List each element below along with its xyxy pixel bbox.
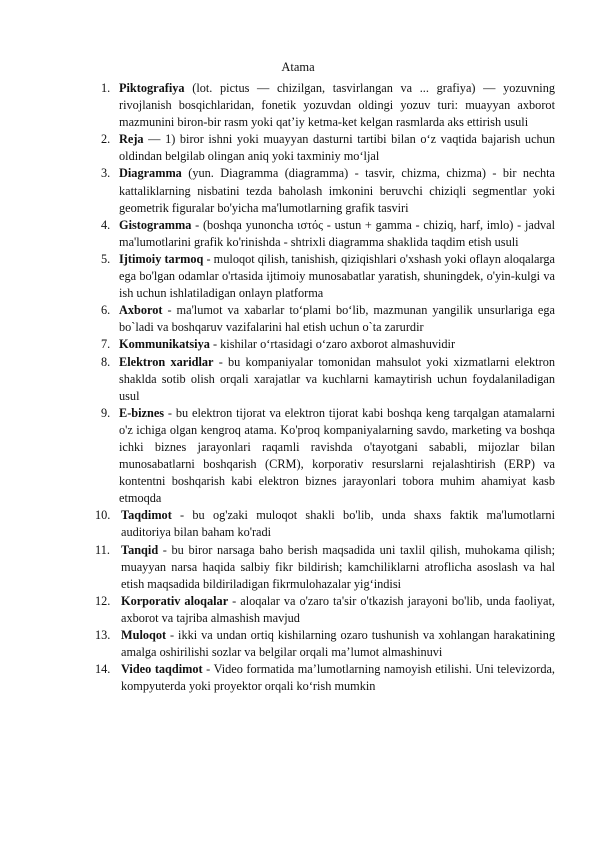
glossary-item: [100, 80, 555, 131]
item-definition: - Video formatida ma’lumotlarning namoyish etilishi. Uni televizorda, kompyuterda yoki proyektor orqali ko‘rish mumkin: [121, 662, 555, 694]
glossary-item: [100, 405, 555, 508]
item-term: Diagramma: [119, 166, 182, 181]
item-definition: - (boshqa yunoncha ιστός - ustun + gamma - chiziq, harf, imlo) - jadval ma'lumotlarini grafik ko'rinishda - shtrixli diagramma shaklida taqdim etish usuli: [119, 217, 555, 249]
item-term: Ijtimoiy tarmoq: [119, 251, 204, 266]
item-term: Axborot: [119, 303, 163, 318]
item-definition: - ikki va undan ortiq kishilarning ozaro tushunish va xohlangan harakatining amalga oshirilishi sozlar va belgilar orqali ma’lumot almashinuvi: [121, 628, 555, 660]
item-term: Video taqdimot: [121, 662, 203, 677]
glossary-item: [100, 302, 555, 336]
item-definition: - aloqalar va o'zaro ta'sir o'tkazish jarayoni bo'lib, unda faoliyat, axborot va tajriba almashish mavjud: [121, 593, 555, 625]
glossary-item: [95, 593, 555, 627]
item-term: Piktografiya: [119, 81, 185, 95]
item-number: 1.: [101, 81, 111, 95]
item-definition: - muloqot qilish, tanishish, qiziqishlari o'xshash yoki oflayn aloqalarga ega bo'lgan odamlar o'rtasida ijtimoiy munosabatlar yaratish, shuningdek, o'yin-kulgi va ish uchun ishlatiladigan onlayn platforma: [119, 251, 555, 301]
item-number: 7.: [101, 337, 111, 352]
item-number: 14.: [95, 662, 111, 677]
glossary-item: [95, 507, 555, 541]
item-number: 2.: [101, 132, 111, 147]
glossary-item: [95, 627, 555, 661]
item-term: Kommunikatsiya: [119, 337, 210, 352]
item-number: 11.: [95, 542, 110, 557]
item-number: 3.: [101, 166, 111, 181]
item-term: Reja: [119, 132, 144, 147]
glossary-item: [100, 131, 555, 165]
item-term: Muloqot: [121, 628, 167, 642]
item-definition: - bu biror narsaga baho berish maqsadida uni taxlil qilish, muhokama qilish; muayyan narsa haqida salbiy fikr bildirish; kamchiliklarni atroflicha asoslash va hal etish maqsadida bildiriladigan fikrmulohazalar yig‘indisi: [121, 542, 555, 591]
item-number: 10.: [95, 508, 111, 523]
item-term: E-biznes: [119, 405, 165, 420]
item-definition: - ma'lumot va xabarlar to‘plami bo‘lib, mazmunan yangilik unsurlariga ega bo`ladi va boshqaruv vazifalarini hal etish uchun o`ta zarurdir: [119, 303, 555, 335]
item-definition: - bu og'zaki muloqot shakli bo'lib, unda shaxs faktik ma'lumotlarni auditoriya bilan baham ko'radi: [121, 508, 555, 540]
item-number: 5.: [101, 251, 111, 266]
glossary-item: [95, 661, 555, 695]
item-definition: — 1) biror ishni yoki muayyan dasturni tartibi bilan o‘z vaqtida bajarish uchun oldindan belgilab olingan aniq yoki taxminiy mo‘ljal: [119, 132, 555, 164]
item-term: Taqdimot: [121, 508, 172, 523]
item-number: 4.: [101, 217, 111, 232]
glossary-list: [95, 80, 555, 695]
item-number: 9.: [101, 405, 111, 420]
item-definition: (yun. Diagramma (diagramma) - tasvir, chizma, chizma) - bir nechta kattaliklarning nisbatini tezda baholash imkonini beruvchi chiziqli segmentlar yoki geometrik figuralar bo'yicha ma'lumotlarning grafik tasviri: [119, 166, 555, 215]
item-definition: (lot. pictus — chizilgan, tasvirlangan va ... grafiya) — yozuvning rivojlanish bosqichlaridan, fonetik yozuvdan oldingi yozuv turi: muayyan axborot mazmunini biron-bir rasm yoki qat’iy ketma-ket kelgan rasmlarda aks ettirish usuli: [119, 81, 555, 130]
item-definition: - kishilar o‘rtasidagi o‘zaro axborot almashuvidir: [209, 337, 456, 352]
glossary-item: [100, 217, 555, 251]
glossary-item: [95, 542, 555, 593]
glossary-item: [100, 336, 555, 353]
item-definition: - bu elektron tijorat va elektron tijorat kabi boshqa keng tarqalgan atamalarni o'z ichiga olgan kengroq atama. Ko'proq kompaniyalarning savdo, marketing va boshqa ichki biznes jarayonlari raqamli ravishda o'tayotgani sababli, mijozlar bilan munosabatlarni boshqarish (CRM), korporativ resurslarni rejalashtirish (ERP) va kontentni boshqarish kabi elektron biznes jarayonlari tobora muhim ahamiyat kasb etmoqda: [119, 405, 555, 506]
page-heading: Atama: [281, 60, 315, 74]
glossary-item: [100, 165, 555, 216]
item-number: 6.: [101, 303, 111, 318]
glossary-item: [100, 251, 555, 302]
item-number: 8.: [101, 354, 111, 369]
item-term: Tanqid: [121, 542, 159, 557]
item-number: 13.: [95, 628, 111, 642]
item-term: Gistogramma: [119, 217, 192, 232]
glossary-item: [100, 354, 555, 405]
item-term: Elektron xaridlar: [119, 354, 214, 369]
item-number: 12.: [95, 593, 111, 608]
item-definition: - bu kompaniyalar tomonidan mahsulot yoki xizmatlarni elektron shaklda sotib olish orqali xarajatlar va kuchlarni kamaytirish uchun foydalaniladigan usul: [119, 354, 555, 403]
item-term: Korporativ aloqalar: [121, 593, 229, 608]
